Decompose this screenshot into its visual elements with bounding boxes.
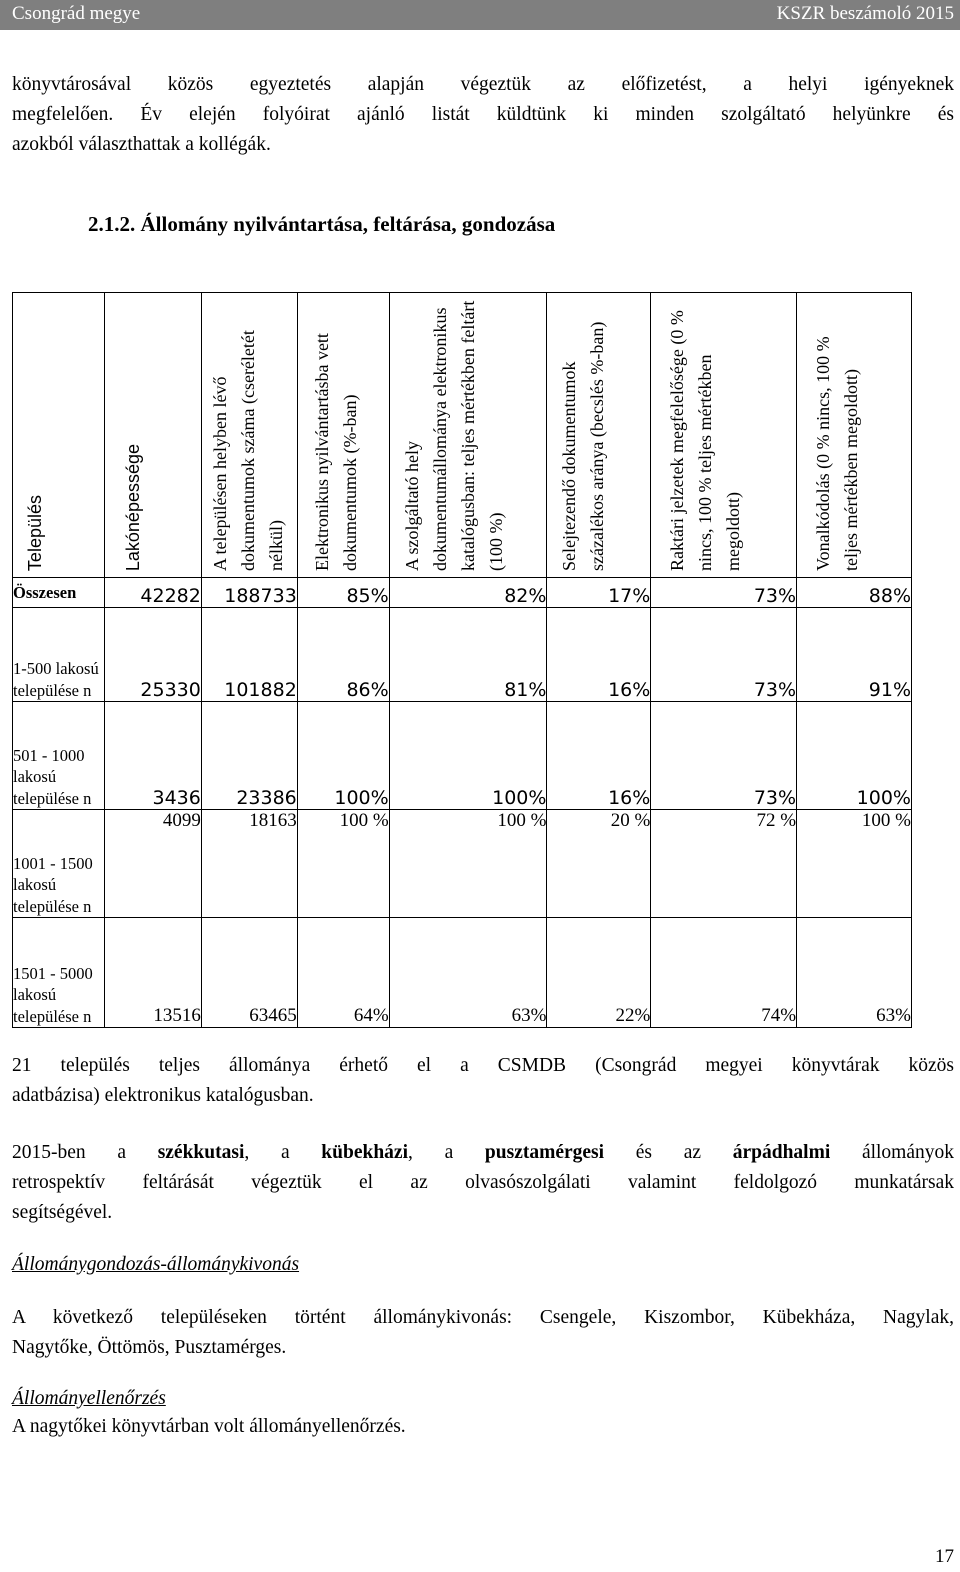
paragraph-line: segítségével.	[12, 1202, 113, 1223]
row-label: 1-500 lakosú települése n	[13, 608, 105, 702]
cell-population: 4099	[104, 810, 201, 918]
row-label: 1001 - 1500 lakosú települése n	[13, 810, 105, 918]
table-header-row	[13, 293, 912, 578]
cell-electronic: 85%	[297, 578, 389, 608]
settlement-name: árpádhalmi	[732, 1142, 831, 1163]
cell-electronic: 86%	[297, 608, 389, 702]
table-row	[13, 918, 912, 1028]
section-title: 2.1.2. Állomány nyilvántartása, feltárása, gondozása	[88, 212, 556, 236]
settlement-name: székkutasi	[157, 1142, 245, 1163]
header-county: Csongrád megye	[12, 3, 141, 24]
cell-barcode: 100%	[797, 702, 912, 810]
inventory-table	[12, 292, 912, 1028]
header-cell-weeding: Selejtezendő dokumentumok százalékos aránya (becslés %-ban)	[547, 293, 651, 578]
cell-shelfmark: 72 %	[651, 810, 797, 918]
retrospective-paragraph	[12, 1138, 954, 1228]
paragraph-line: 21 település teljes állománya érhető el a CSMDB (Csongrád megyei könyvtárak közös	[12, 1055, 954, 1076]
cell-barcode: 100 %	[797, 810, 912, 918]
weeding-paragraph	[12, 1303, 954, 1363]
cell-shelfmark: 73%	[651, 578, 797, 608]
cell-weeding: 20 %	[547, 810, 651, 918]
cell-weeding: 22%	[547, 918, 651, 1028]
cell-shelfmark: 73%	[651, 608, 797, 702]
cell-documents: 18163	[201, 810, 297, 918]
inventory-check-paragraph: A nagytőkei könyvtárban volt állományellenőrzés.	[12, 1416, 406, 1437]
subheading-inventory-check: Állományellenőrzés	[12, 1388, 166, 1409]
cell-weeding: 16%	[547, 702, 651, 810]
cell-documents: 101882	[201, 608, 297, 702]
intro-line: könyvtárosával közös egyeztetés alapján végeztük az előfizetést, a helyi igényeknek	[12, 74, 954, 95]
paragraph-line: 2015-ben a székkutasi, a kübekházi, a pusztamérgesi és az árpádhalmi állományok	[12, 1142, 955, 1163]
header-cell-shelfmark: Raktári jelzetek megfelelősége (0 % nincs, 100 % teljes mértékben megoldott)	[651, 293, 797, 578]
settlement-name: pusztamérgesi	[484, 1142, 605, 1163]
cell-electronic: 100%	[297, 702, 389, 810]
cell-catalogue: 100 %	[389, 810, 547, 918]
row-label: 1501 - 5000 lakosú települése n	[13, 918, 105, 1028]
paragraph-line: Nagytőke, Öttömös, Pusztamérges.	[12, 1337, 287, 1358]
cell-barcode: 63%	[797, 918, 912, 1028]
cell-barcode: 88%	[797, 578, 912, 608]
table-row	[13, 578, 912, 608]
header-cell-settlement: Település	[13, 293, 105, 578]
header-report-title: KSZR beszámoló 2015	[776, 3, 954, 24]
page-number: 17	[935, 1546, 954, 1567]
cell-documents: 23386	[201, 702, 297, 810]
cell-catalogue: 100%	[389, 702, 547, 810]
cell-weeding: 17%	[547, 578, 651, 608]
intro-line: azokból választhattak a kollégák.	[12, 134, 271, 155]
cell-catalogue: 63%	[389, 918, 547, 1028]
cell-documents: 188733	[201, 578, 297, 608]
cell-electronic: 100 %	[297, 810, 389, 918]
subheading-weeding: Állománygondozás-állománykivonás	[12, 1254, 300, 1275]
intro-line: megfelelően. Év elején folyóirat ajánló listát küldtünk ki minden szolgáltató helyünkre és	[12, 104, 954, 125]
paragraph-line: A következő településeken történt állománykivonás: Csengele, Kiszombor, Kübekháza, Nagylak,	[12, 1307, 954, 1328]
cell-shelfmark: 73%	[651, 702, 797, 810]
cell-population: 42282	[104, 578, 201, 608]
cell-electronic: 64%	[297, 918, 389, 1028]
header-cell-barcode: Vonalkódolás (0 % nincs, 100 % teljes mértékben megoldott)	[797, 293, 912, 578]
cell-population: 13516	[104, 918, 201, 1028]
cell-catalogue: 81%	[389, 608, 547, 702]
header-cell-electronic: Elektronikus nyilvántartásba vett dokumentumok (%-ban)	[297, 293, 389, 578]
paragraph-line: retrospektív feltárását végeztük el az olvasószolgálati valamint feldolgozó munkatársak	[12, 1172, 954, 1193]
cell-barcode: 91%	[797, 608, 912, 702]
table-row	[13, 810, 912, 918]
catalogue-paragraph	[12, 1051, 954, 1111]
cell-population: 25330	[104, 608, 201, 702]
cell-catalogue: 82%	[389, 578, 547, 608]
header-cell-documents: A településen helyben lévő dokumentumok száma (cseréletét nélkül)	[201, 293, 297, 578]
table-row	[13, 608, 912, 702]
cell-population: 3436	[104, 702, 201, 810]
row-label: Összesen	[13, 578, 105, 608]
cell-shelfmark: 74%	[651, 918, 797, 1028]
intro-paragraph	[12, 70, 954, 160]
cell-documents: 63465	[201, 918, 297, 1028]
table-row	[13, 702, 912, 810]
settlement-name: kübekházi	[321, 1142, 408, 1163]
row-label: 501 - 1000 lakosú települése n	[13, 702, 105, 810]
header-cell-catalogue: A szolgáltató hely dokumentumállománya elektronikus katalógusban: teljes mértékben feltárt (100 %)	[389, 293, 547, 578]
page-header	[0, 0, 960, 30]
paragraph-line: adatbázisa) elektronikus katalógusban.	[12, 1085, 314, 1106]
cell-weeding: 16%	[547, 608, 651, 702]
header-cell-population: Lakónépessége	[104, 293, 201, 578]
